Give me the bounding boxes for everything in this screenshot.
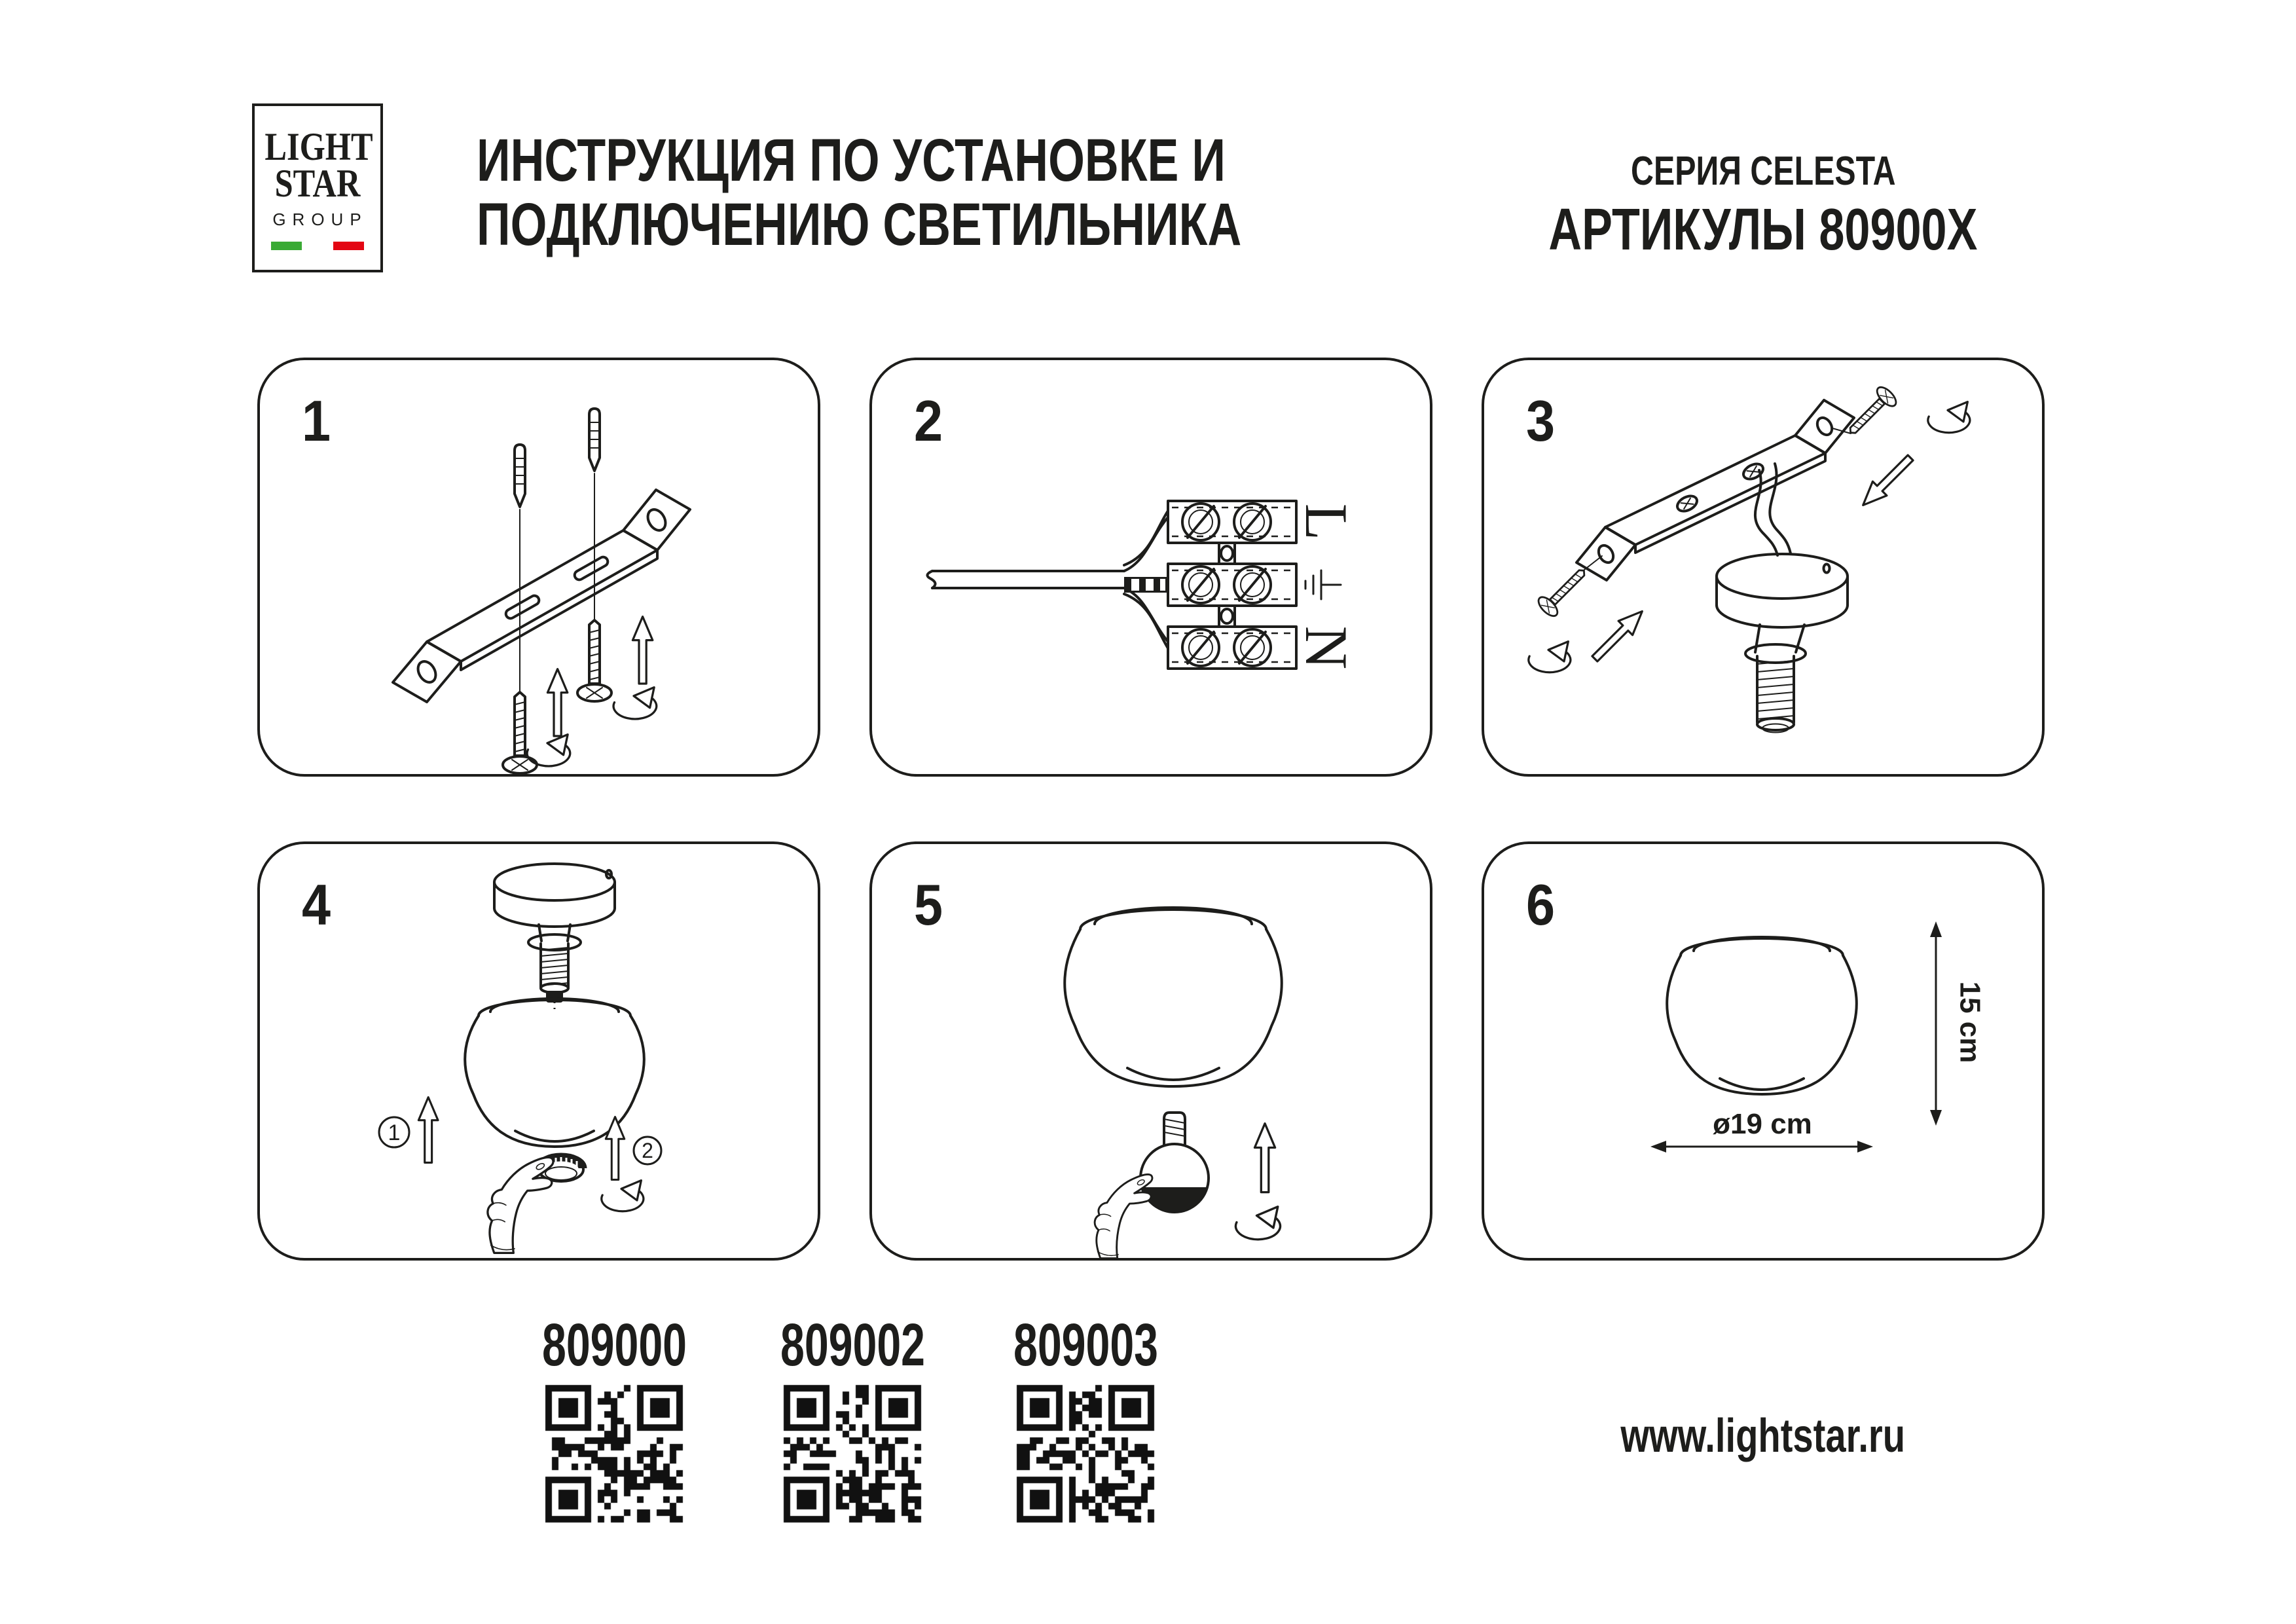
rotation-arrow-icon [602, 1181, 644, 1211]
svg-text:2: 2 [642, 1139, 653, 1162]
rotation-arrow-icon [1928, 402, 1970, 433]
step-number: 6 [1526, 872, 1556, 937]
neutral-label: N [1293, 625, 1360, 670]
arrow-up-icon [1254, 1124, 1275, 1192]
step-panel-4 [257, 841, 820, 1261]
articles-label-wrap [1482, 196, 2045, 264]
lamp-socket [528, 925, 581, 1003]
power-cable [927, 511, 1168, 648]
series-label-wrap [1482, 148, 2045, 194]
step4-shade-diagram [260, 844, 818, 1258]
arrow-up-icon [632, 617, 652, 684]
rotation-arrow-icon [527, 735, 570, 766]
earth-wire [1124, 577, 1168, 593]
articles-label: АРТИКУЛЫ 80900X [1548, 197, 1978, 263]
screw [1535, 562, 1592, 619]
arrow-up-icon [547, 669, 567, 736]
article-number-1: 809000 [541, 1312, 687, 1378]
glass-shade [1667, 937, 1857, 1094]
guide-line [1584, 556, 1602, 570]
diameter-dimension-arrow [1650, 1108, 1873, 1153]
qr-code [780, 1382, 924, 1526]
logo-word-light: LIGHT [264, 125, 373, 168]
qr-code [542, 1382, 686, 1526]
screw [1842, 384, 1899, 441]
step-panel-1 [257, 358, 820, 777]
arrow-icon [1588, 604, 1649, 666]
mounting-bracket [1576, 400, 1854, 580]
step-number: 5 [914, 872, 943, 937]
title-line-2: ПОДКЛЮЧЕНИЮ СВЕТИЛЬНИКА [477, 191, 1242, 258]
height-label: 15 cm [1954, 981, 1986, 1063]
arrow-up-icon [418, 1098, 438, 1163]
step5-bulb-diagram [872, 844, 1430, 1258]
svg-text:1: 1 [388, 1120, 401, 1145]
step-panel-2 [869, 358, 1432, 777]
step-number: 2 [914, 388, 943, 453]
page-title [477, 128, 1457, 257]
step-panel-5 [869, 841, 1432, 1261]
website-url: www.lightstar.ru [1620, 1410, 1906, 1462]
title-line-1: ИНСТРУКЦИЯ ПО УСТАНОВКЕ И [477, 127, 1226, 194]
arrow-up-icon [606, 1117, 625, 1180]
flag-green [271, 242, 302, 250]
terminal-block [1168, 501, 1296, 669]
step-number: 4 [302, 872, 331, 937]
wall-plug [515, 445, 525, 507]
diameter-label: ø19 cm [1713, 1108, 1812, 1140]
wall-plug [589, 409, 600, 471]
flag-red [333, 242, 364, 250]
hand [488, 1157, 553, 1253]
rotation-arrow-icon [1235, 1207, 1280, 1240]
step-panel-6 [1482, 841, 2045, 1261]
qr-code [1013, 1382, 1157, 1526]
series-label: СЕРИЯ CELESTA [1630, 149, 1896, 194]
rotation-arrow-icon [1529, 642, 1571, 673]
step-number: 1 [302, 388, 331, 453]
screw [577, 620, 611, 701]
lightstar-logo [252, 103, 383, 272]
step-marker-2 [634, 1137, 661, 1164]
glass-shade [1065, 908, 1282, 1086]
line-label: L [1293, 503, 1360, 541]
flag-white [302, 242, 333, 250]
logo-word-group: GROUP [272, 210, 368, 229]
article-number-2: 809002 [780, 1312, 925, 1378]
rotation-arrow-icon [613, 688, 657, 719]
step1-bracket-diagram [260, 360, 818, 774]
step3-base-diagram [1484, 360, 2042, 774]
italian-flag-stripe [271, 242, 364, 250]
hand [1095, 1174, 1152, 1258]
canopy [1717, 554, 1848, 627]
step-marker-1 [379, 1117, 409, 1147]
step-number: 3 [1526, 388, 1556, 453]
logo-word-star: STAR [274, 162, 361, 205]
article-number-3: 809003 [1013, 1312, 1158, 1378]
lamp-socket [1745, 625, 1806, 733]
step-panel-3 [1482, 358, 2045, 777]
earth-symbol-icon [1305, 570, 1341, 599]
bracket-screw [1675, 493, 1700, 514]
canopy [494, 864, 615, 927]
step6-dimensions-diagram [1484, 844, 2042, 1258]
arrow-icon [1856, 451, 1918, 512]
step2-wiring-diagram [872, 360, 1430, 774]
height-dimension-arrow [1930, 921, 1986, 1126]
